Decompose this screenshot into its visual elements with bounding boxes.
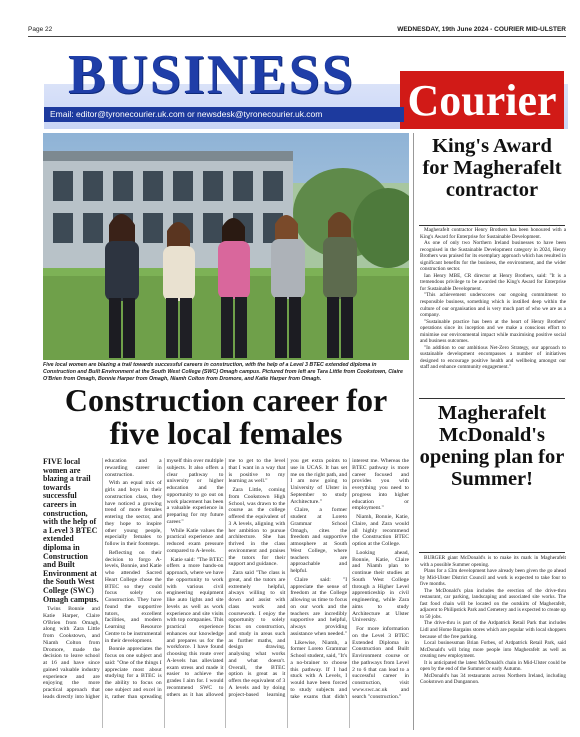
- article-paragraph: While Katie values the practical experience and reduced exam pressure compared to A-levels.: [166, 527, 224, 554]
- article-paragraph: Katie said: "The BTEC offers a more hands-on approach, where we have the opportunity to work with various civil engineering equipment like auto lights and site levels as well as work experience and site visits with top companies. This practical experience enhances our knowledge and prepares us for the workforce. I have found choosing this route over A-levels has alleviated exam stress and made it easier to achieve the grades I aim for. I would recommend SWC to others as it has allowed me to get to the level that I want in a way that is positive to my learning as well.": [166, 458, 286, 698]
- sidebar-article-kings-award: [420, 227, 566, 371]
- article-paragraph: Zara Little, coming from Cookstown High School, was drawn to the course as the college offered the equivalent of 3 A levels, aligning with her ambition to pursue architecture. She has thrived in the class environment and praises the tutors for their support and guidance.: [228, 487, 286, 568]
- lead-photo: [43, 133, 409, 360]
- article-paragraph: Magherafelt contractor Henry Brothers has been honoured with a King's Award for Enterprise for Sustainable Development.: [420, 227, 566, 240]
- article-paragraph: The McDonald's plan includes the erection of the drive-thru restaurant, car parking, landscaping and associated site works. The fast food chain will be located on the outskirts of Magherafelt, adjacent to Philipstick Park and Cemetery and is expected to create up to 50 jobs.: [420, 587, 566, 620]
- photo-illustration: [43, 133, 409, 360]
- article-paragraph: BURGER giant McDonald's is to make its mark in Magherafelt with a possible Summer opening.: [420, 555, 566, 568]
- article-paragraph: "In addition to our ambitious Net-Zero Strategy, our approach to sustainable development encompasses a number of initiatives designed to encourage positive health and wellbeing amongst our staff and enhance community engagement.": [420, 344, 566, 371]
- article-paragraph: With an equal mix of girls and boys in their construction class, they have noticed a growing trend of more females entering the sector, and they hope to inspire other young people, especially females to follow in their footsteps.: [104, 480, 162, 547]
- article-paragraph: McDonald's has 34 restaurants across Northern Ireland, including Cookstown and Dungannon.: [420, 672, 566, 686]
- dateline: WEDNESDAY, 19th June 2024 - COURIER MID-ULSTER: [397, 26, 566, 33]
- column-divider: [413, 133, 414, 730]
- sidebar-headline-kings-award: King's Award for Magherafelt contractor: [422, 135, 562, 201]
- article-paragraph: Looking ahead, Bonnie, Katie, Claire and Niamh plan to continue their studies at South West College through a Higher Level apprenticeship in civil engineering, while Zara aims to study Architecture at Ulster University.: [352, 549, 409, 624]
- section-rule: [419, 398, 565, 399]
- headline-rule: [419, 552, 565, 553]
- article-paragraph: Claire, a former student at Loreto Grammar School Omagh, cites the freedom and supportive atmosphere at South West College, where teachers are approachable and helpful.: [290, 507, 348, 574]
- photo-caption: Five local women are blazing a trail towards successful careers in construction, with the help of a Level 3 BTEC extended diploma in Construction and Built Environment at the South West College (SWC) Omagh campus. Pictured from left are Tara Little from Cookstown, Claire O'Brien from Omagh, Bonnie Harper from Omagh, Niamh Colton from Dromore, and Katie Harper from Omagh.: [43, 362, 403, 382]
- article-paragraph: As one of only two Northern Ireland businesses to have been recognised in the Sustainable Development category in 2024, Henry Brothers was praised for its exemplary approach which has resulted in significant benefits for the business, the environment, and the wider construction sector.: [420, 240, 566, 273]
- article-paragraph: Ian Henry MBE, CR director at Henry Brothers, said: "It is a tremendous privilege to be awarded the King's Award for Enterprise for Sustainable Development.: [420, 272, 566, 292]
- article-paragraph: Bonnie appreciates the focus on one subject and said: "One of the things I appreciate most about studying for a BTEC is the ability to focus on one subject and excel in it, rather than spreading myself thin over multiple subjects. It also offers a clear pathway to university or higher education and the opportunity to go out on work placement has been a valuable experience in preparing for my future career.": [104, 458, 224, 700]
- article-paragraph: Reflecting on their decision to forgo A-levels, Bonnie, and Katie who attended Sacred Heart College chose the BTEC so they could focus solely on Construction. They have found the supportive tutors, excellent facilities, and modern Learning Resource Centre to be instrumental in their development.: [104, 549, 162, 644]
- page-header-bar: [28, 24, 566, 37]
- article-paragraph: Twins Bonnie and Katie Harper, Claire O'Brien from Omagh, along with Zara Little from Cookstown, and Niamh Colton from Dromore, made the decision to leave school at 16 and have since gained valuable industry experience and are enjoying the more practical approach that leads directly into higher education and a rewarding career in construction.: [43, 458, 162, 700]
- article-paragraph: "Sustainable practice has been at the heart of Henry Brothers' operations since its inception and we make a conscious effort to minimise our environmental impact while maximising positive social and business outcomes.: [420, 318, 566, 345]
- article-paragraph: Zara said "The class is great, and the tutors are extremely helpful, always willing to sit down and assist with class work and coursework. I enjoy the opportunity to solely focus on construction, and study in areas such as further maths, and design drawing, analysing what works and what doesn't. Overall, the BTEC option is great as it offers the equivalent of 3 A levels and by doing project-based learning you get extra points to use in UCAS. It has set me on the right path, and I am now going to University of Ulster in September to study Architecture.": [228, 458, 348, 698]
- page-number: Page 22: [28, 26, 53, 33]
- article-paragraph: It is anticipated the latest McDonald's chain in Mid-Ulster could be open by the end of the Summer or early Autumn.: [420, 659, 566, 673]
- article-paragraph: Niamh, Bonnie, Katie, Claire, and Zara would all highly recommend the Construction BTEC option at the College.: [352, 514, 409, 547]
- article-paragraph: Claire said: "I appreciate the sense of freedom at the College allowing us time to focus on our work and the teachers are incredibly supportive and helpful, always providing assistance when needed.": [290, 576, 348, 637]
- article-paragraph: The drive-thru is part of the Ardpatrick Retail Park that includes Lidl and Home Bargains stores which are popular with local shoppers because of the free parking.: [420, 620, 566, 640]
- sidebar-headline-mcdonalds: Magherafelt McDonald's opening plan for Summer!: [419, 402, 565, 490]
- article-paragraph: Likewise, Niamh, a former Loreto Grammar School student, said, "It's a no-brainer to choose this pathway. If I had stuck with A Levels, I would have been forced to study subjects and take exams that didn't interest me. Whereas the BTEC pathway is more career focused and provides you with everything you need to progress into higher education or employment.": [290, 458, 409, 700]
- brand-logo: Courier: [400, 71, 564, 129]
- masthead-title: BUSINESS: [68, 44, 355, 106]
- sidebar-article-mcdonalds: [420, 555, 566, 686]
- email-banner: Email: editor@tyronecourier.uk.com or newsdesk@tyronecourier.uk.com: [44, 107, 404, 122]
- headline-rule: [419, 225, 565, 226]
- masthead: [44, 44, 568, 129]
- article-lead: FIVE local women are blazing a trail towards successful careers in construction, with the help of a Level 3 BTEC extended diploma in Construction and Built Environment at the South West College (SWC) Omagh campus.: [43, 457, 99, 604]
- article-paragraph: Local businessman Brian Forbes, of Ardpatrick Retail Park, said McDonald's will bring more people into Magherafelt as well as creating new employment.: [420, 640, 566, 660]
- article-paragraph: For more information on the Level 3 BTEC Extended Diploma in Construction and Built Environment course or the pathways from Level 2 to 6 that can lead to a successful career in construction, visit www.swc.ac.uk and search "construction.": [352, 626, 409, 700]
- article-paragraph: "This achievement underscores our ongoing commitment to responsible business, something which is instilled deep within the culture of our organisation and is very much part of who we are as a company.: [420, 292, 566, 319]
- article-paragraph: Plans for a £3m development have already been given the go ahead by Mid-Ulster District Council and work is expected to take four to five months.: [420, 568, 566, 588]
- main-headline: Construction career for five local females: [64, 382, 388, 451]
- main-article-body: [43, 458, 409, 728]
